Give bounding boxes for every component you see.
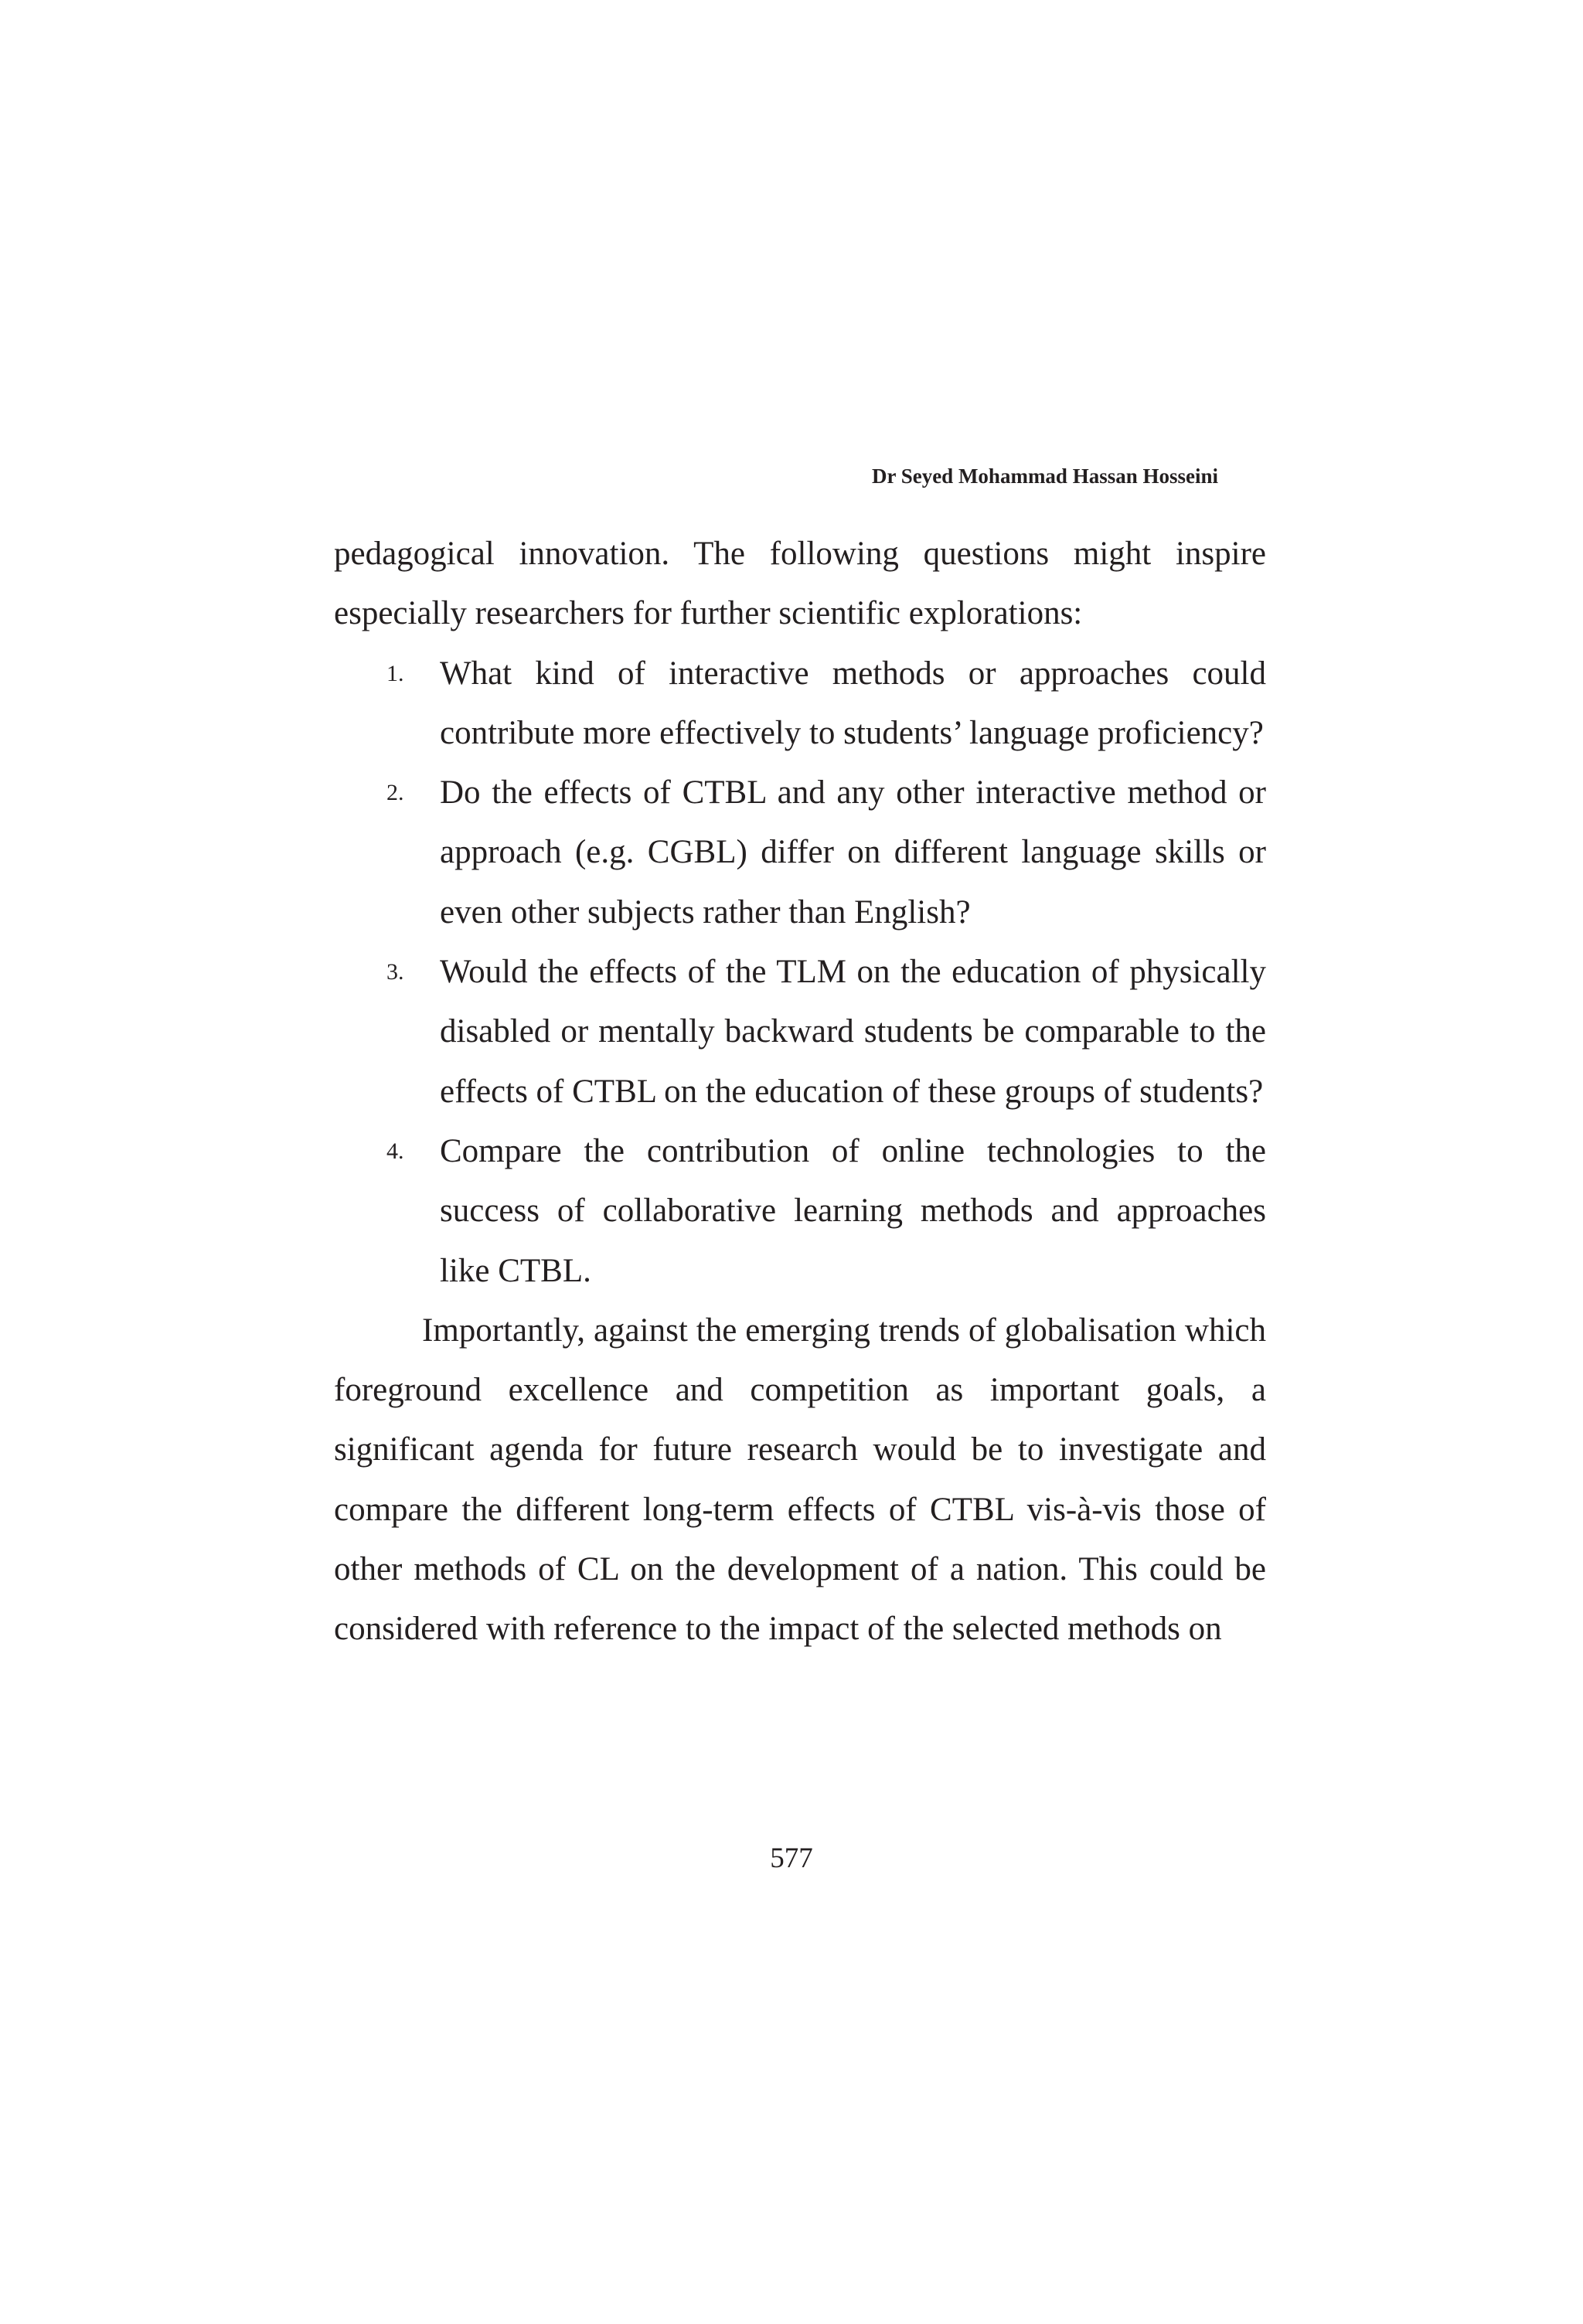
question-text: Do the effects of CTBL and any other interactive method or approach (e.g. CGBL) differ on different language skills or even other subjects rather than English?: [440, 774, 1266, 931]
body-text: [334, 524, 1266, 1659]
question-item: [334, 763, 1266, 942]
closing-paragraph: Importantly, against the emerging trends of globalisation which foreground excellence and competition as important goals, a significant agenda for future research would be to investigate and compare the different long-term effects of CTBL vis-à-vis those of other methods of CL on the development of a nation. This could be considered with reference to the impact of the selected methods on: [334, 1312, 1266, 1648]
question-item: [334, 1121, 1266, 1301]
question-text: Compare the contribution of online technologies to the success of collaborative learning methods and approaches like CTBL.: [440, 1132, 1266, 1289]
question-number: 4.: [386, 1138, 404, 1164]
question-number: 2.: [386, 780, 404, 806]
running-header: Dr Seyed Mohammad Hassan Hosseini: [871, 464, 1218, 488]
page-number: 577: [770, 1843, 813, 1874]
intro-paragraph: pedagogical innovation. The following questions might inspire especially researchers for further scientific explorations:: [334, 536, 1266, 632]
question-item: [334, 942, 1266, 1121]
research-questions-list: [334, 644, 1266, 1301]
question-text: What kind of interactive methods or approaches could contribute more effectively to students’ language proficiency?: [440, 655, 1266, 751]
question-text: Would the effects of the TLM on the education of physically disabled or mentally backward students be comparable to the effects of CTBL on the education of these groups of students?: [440, 954, 1266, 1110]
question-number: 1.: [386, 660, 404, 686]
question-item: [334, 644, 1266, 764]
question-number: 3.: [386, 959, 404, 985]
